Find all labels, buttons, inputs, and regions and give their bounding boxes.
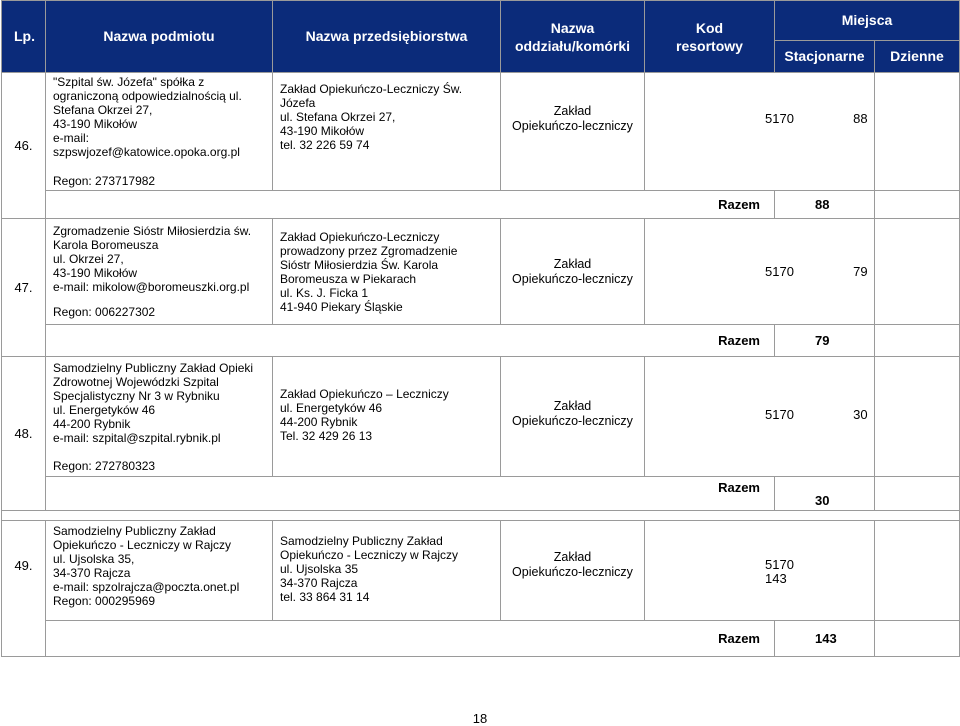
kod-resortowy-value: 5170	[765, 263, 794, 279]
header-lp: Lp.	[2, 1, 46, 73]
register-table	[1, 0, 960, 657]
razem-value: 88	[775, 191, 875, 219]
razem-row	[2, 621, 960, 657]
oddzial-line: Zakład	[553, 550, 592, 564]
podmiot-line: ul. Okrzei 27,	[53, 252, 124, 266]
kod-resortowy-value: 5170	[765, 407, 794, 422]
przedsiebiorstwo-cell	[273, 357, 501, 477]
oddzial-line: Opiekuńczo-leczniczy	[512, 118, 633, 133]
podmiot-line: Stefana Okrzei 27,	[53, 103, 153, 117]
header-miejsca: Miejsca	[775, 1, 960, 41]
oddzial-cell	[501, 521, 645, 621]
kod-resortowy-value: 5170	[765, 110, 794, 126]
oddzial-line: Zakład	[553, 103, 592, 118]
podmiot-line: ul. Energetyków 46	[53, 403, 156, 417]
row-lp: 46.	[2, 73, 46, 219]
przedsiebiorstwo-line: Sióstr Miłosierdzia Św. Karola	[280, 257, 439, 272]
regon: Regon: 272780323	[53, 459, 156, 473]
podmiot-line: Karola Boromeusza	[53, 238, 159, 252]
razem-value: 30	[775, 477, 875, 511]
razem-row	[2, 325, 960, 357]
przedsiebiorstwo-line: Zakład Opiekuńczo-Leczniczy	[280, 229, 440, 244]
razem-empty	[875, 325, 960, 357]
przedsiebiorstwo-line: Zakład Opiekuńczo-Leczniczy Św.	[280, 81, 463, 96]
podmiot-line: ul. Ujsolska 35,	[53, 552, 135, 566]
places-cell	[645, 219, 875, 325]
header-nazwa-przedsiebiorstwa: Nazwa przedsiębiorstwa	[273, 1, 501, 73]
podmiot-line: Opiekuńczo - Leczniczy w Rajczy	[53, 538, 232, 552]
stacjonarne-value: 143	[765, 571, 787, 586]
dzienne-cell	[875, 521, 960, 621]
podmiot-line: 43-190 Mikołów	[53, 266, 138, 280]
table-row	[2, 521, 960, 621]
row-lp: 48.	[2, 357, 46, 511]
podmiot-line: 43-190 Mikołów	[53, 117, 138, 131]
places-cell	[645, 73, 875, 191]
dzienne-cell	[875, 73, 960, 191]
row-lp: 47.	[2, 219, 46, 357]
razem-row	[2, 477, 960, 511]
podmiot-line: Samodzielny Publiczny Zakład Opieki	[53, 361, 254, 375]
podmiot-line: Regon: 000295969	[53, 594, 156, 608]
przedsiebiorstwo-line: 41-940 Piekary Śląskie	[280, 299, 403, 314]
podmiot-line: ograniczoną odpowiedzialnością ul.	[53, 89, 242, 103]
podmiot-cell	[46, 73, 273, 191]
oddzial-cell	[501, 73, 645, 191]
przedsiebiorstwo-line: Samodzielny Publiczny Zakład	[280, 534, 443, 548]
oddzial-line: Opiekuńczo-leczniczy	[512, 565, 633, 579]
razem-empty	[875, 191, 960, 219]
podmiot-line: Zgromadzenie Sióstr Miłosierdzia św.	[53, 224, 252, 238]
podmiot-line: 34-370 Rajcza	[53, 566, 131, 580]
podmiot-line: e-mail: szpital@szpital.rybnik.pl	[53, 431, 221, 445]
row-lp: 49.	[2, 521, 46, 657]
stacjonarne-value: 30	[853, 407, 868, 422]
podmiot-line: e-mail: mikolow@boromeuszki.org.pl	[53, 280, 250, 294]
podmiot-line: Specjalistyczny Nr 3 w Rybniku	[53, 389, 220, 403]
razem-label: Razem	[46, 191, 775, 219]
przedsiebiorstwo-cell	[273, 521, 501, 621]
table-row	[2, 357, 960, 477]
places-cell	[645, 357, 875, 477]
przedsiebiorstwo-line: tel. 33 864 31 14	[280, 590, 370, 604]
header-kod-resortowy	[645, 1, 775, 73]
header-nazwa-podmiotu: Nazwa podmiotu	[46, 1, 273, 73]
przedsiebiorstwo-cell	[273, 73, 501, 191]
header-nazwa-oddzialu-line1: Nazwa	[550, 19, 595, 36]
przedsiebiorstwo-line: Opiekuńczo - Leczniczy w Rajczy	[280, 548, 459, 562]
stacjonarne-value: 88	[853, 110, 868, 126]
przedsiebiorstwo-line: ul. Ks. J. Ficka 1	[280, 285, 369, 300]
table-row	[2, 73, 960, 191]
oddzial-line: Opiekuńczo-leczniczy	[512, 271, 633, 286]
row-gap	[2, 511, 960, 521]
podmiot-line: 44-200 Rybnik	[53, 417, 131, 431]
przedsiebiorstwo-line: 43-190 Mikołów	[280, 123, 365, 138]
przedsiebiorstwo-line: 44-200 Rybnik	[280, 415, 358, 429]
przedsiebiorstwo-line: ul. Energetyków 46	[280, 401, 383, 415]
regon: Regon: 006227302	[53, 305, 156, 319]
przedsiebiorstwo-cell	[273, 219, 501, 325]
oddzial-cell	[501, 357, 645, 477]
podmiot-line: e-mail: spzolrajcza@poczta.onet.pl	[53, 580, 240, 594]
header-stacjonarne: Stacjonarne	[775, 41, 875, 73]
podmiot-line: e-mail:	[53, 131, 90, 145]
razem-label: Razem	[46, 621, 775, 657]
kod-resortowy-value: 5170	[765, 557, 794, 572]
podmiot-line: "Szpital św. Józefa" spółka z	[53, 75, 205, 89]
podmiot-cell	[46, 521, 273, 621]
oddzial-line: Zakład	[553, 399, 592, 413]
przedsiebiorstwo-line: Zakład Opiekuńczo – Leczniczy	[280, 387, 449, 401]
header-nazwa-oddzialu-line2: oddziału/komórki	[514, 37, 631, 54]
table-row	[2, 219, 960, 325]
przedsiebiorstwo-line: tel. 32 226 59 74	[280, 137, 370, 152]
podmiot-line: szpswjozef@katowice.opoka.org.pl	[53, 145, 240, 159]
razem-row	[2, 191, 960, 219]
dzienne-cell	[875, 219, 960, 325]
przedsiebiorstwo-line: ul. Ujsolska 35	[280, 562, 359, 576]
razem-label: Razem	[46, 477, 775, 511]
podmiot-line: Samodzielny Publiczny Zakład	[53, 524, 216, 538]
header-dzienne: Dzienne	[875, 41, 960, 73]
stacjonarne-value: 79	[853, 263, 868, 279]
oddzial-line: Zakład	[553, 256, 592, 271]
header-kod-line2: resortowy	[676, 37, 743, 54]
page-number: 18	[472, 711, 488, 726]
razem-value: 79	[775, 325, 875, 357]
razem-empty	[875, 621, 960, 657]
regon: Regon: 273717982	[53, 174, 156, 188]
przedsiebiorstwo-line: Boromeusza w Piekarach	[280, 271, 417, 286]
razem-label: Razem	[46, 325, 775, 357]
oddzial-cell	[501, 219, 645, 325]
razem-empty	[875, 477, 960, 511]
podmiot-cell	[46, 219, 273, 325]
przedsiebiorstwo-line: Tel. 32 429 26 13	[280, 429, 373, 443]
razem-value: 143	[775, 621, 875, 657]
podmiot-line: Zdrowotnej Wojewódzki Szpital	[53, 375, 219, 389]
places-cell	[645, 521, 875, 621]
header-kod-line1: Kod	[695, 19, 724, 36]
przedsiebiorstwo-line: ul. Stefana Okrzei 27,	[280, 109, 396, 124]
dzienne-cell	[875, 357, 960, 477]
przedsiebiorstwo-line: Józefa	[280, 95, 316, 110]
oddzial-line: Opiekuńczo-leczniczy	[512, 414, 633, 428]
przedsiebiorstwo-line: prowadzony przez Zgromadzenie	[280, 243, 458, 258]
przedsiebiorstwo-line: 34-370 Rajcza	[280, 576, 358, 590]
header-nazwa-oddzialu	[501, 1, 645, 73]
podmiot-cell	[46, 357, 273, 477]
